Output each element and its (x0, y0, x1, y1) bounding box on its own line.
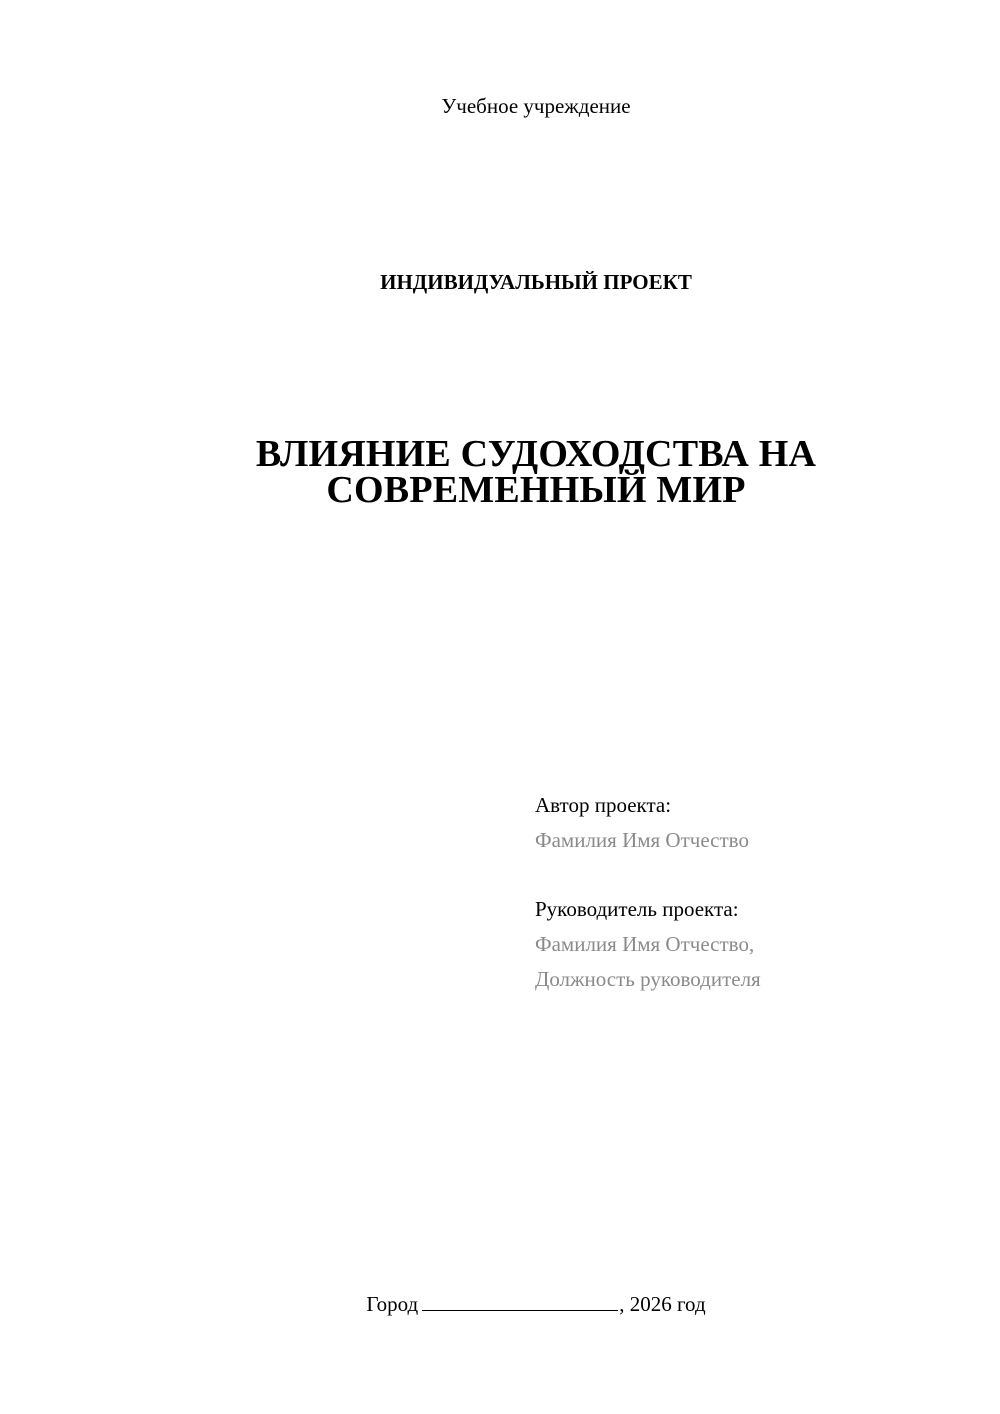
supervisor-label: Руководитель проекта: (535, 897, 739, 921)
year-text: , 2026 год (619, 1292, 706, 1316)
project-title-line-2: СОВРЕМЕННЫЙ МИР (326, 469, 746, 511)
city-blank-line (422, 1290, 618, 1311)
city-label: Город (366, 1292, 419, 1316)
author-label: Автор проекта: (535, 793, 672, 817)
institution-name: Учебное учреждение (441, 94, 631, 118)
author-name: Фамилия Имя Отчество (535, 828, 749, 852)
footer-city-year (0, 1290, 1000, 1318)
project-type-heading: ИНДИВИДУАЛЬНЫЙ ПРОЕКТ (380, 270, 692, 294)
supervisor-name: Фамилия Имя Отчество, (535, 932, 755, 956)
project-title-line-1: ВЛИЯНИЕ СУДОХОДСТВА НА (255, 433, 817, 475)
credits-block (535, 788, 955, 997)
credits-spacer (535, 858, 955, 892)
supervisor-position: Должность руководителя (535, 967, 761, 991)
project-title (0, 433, 1000, 511)
